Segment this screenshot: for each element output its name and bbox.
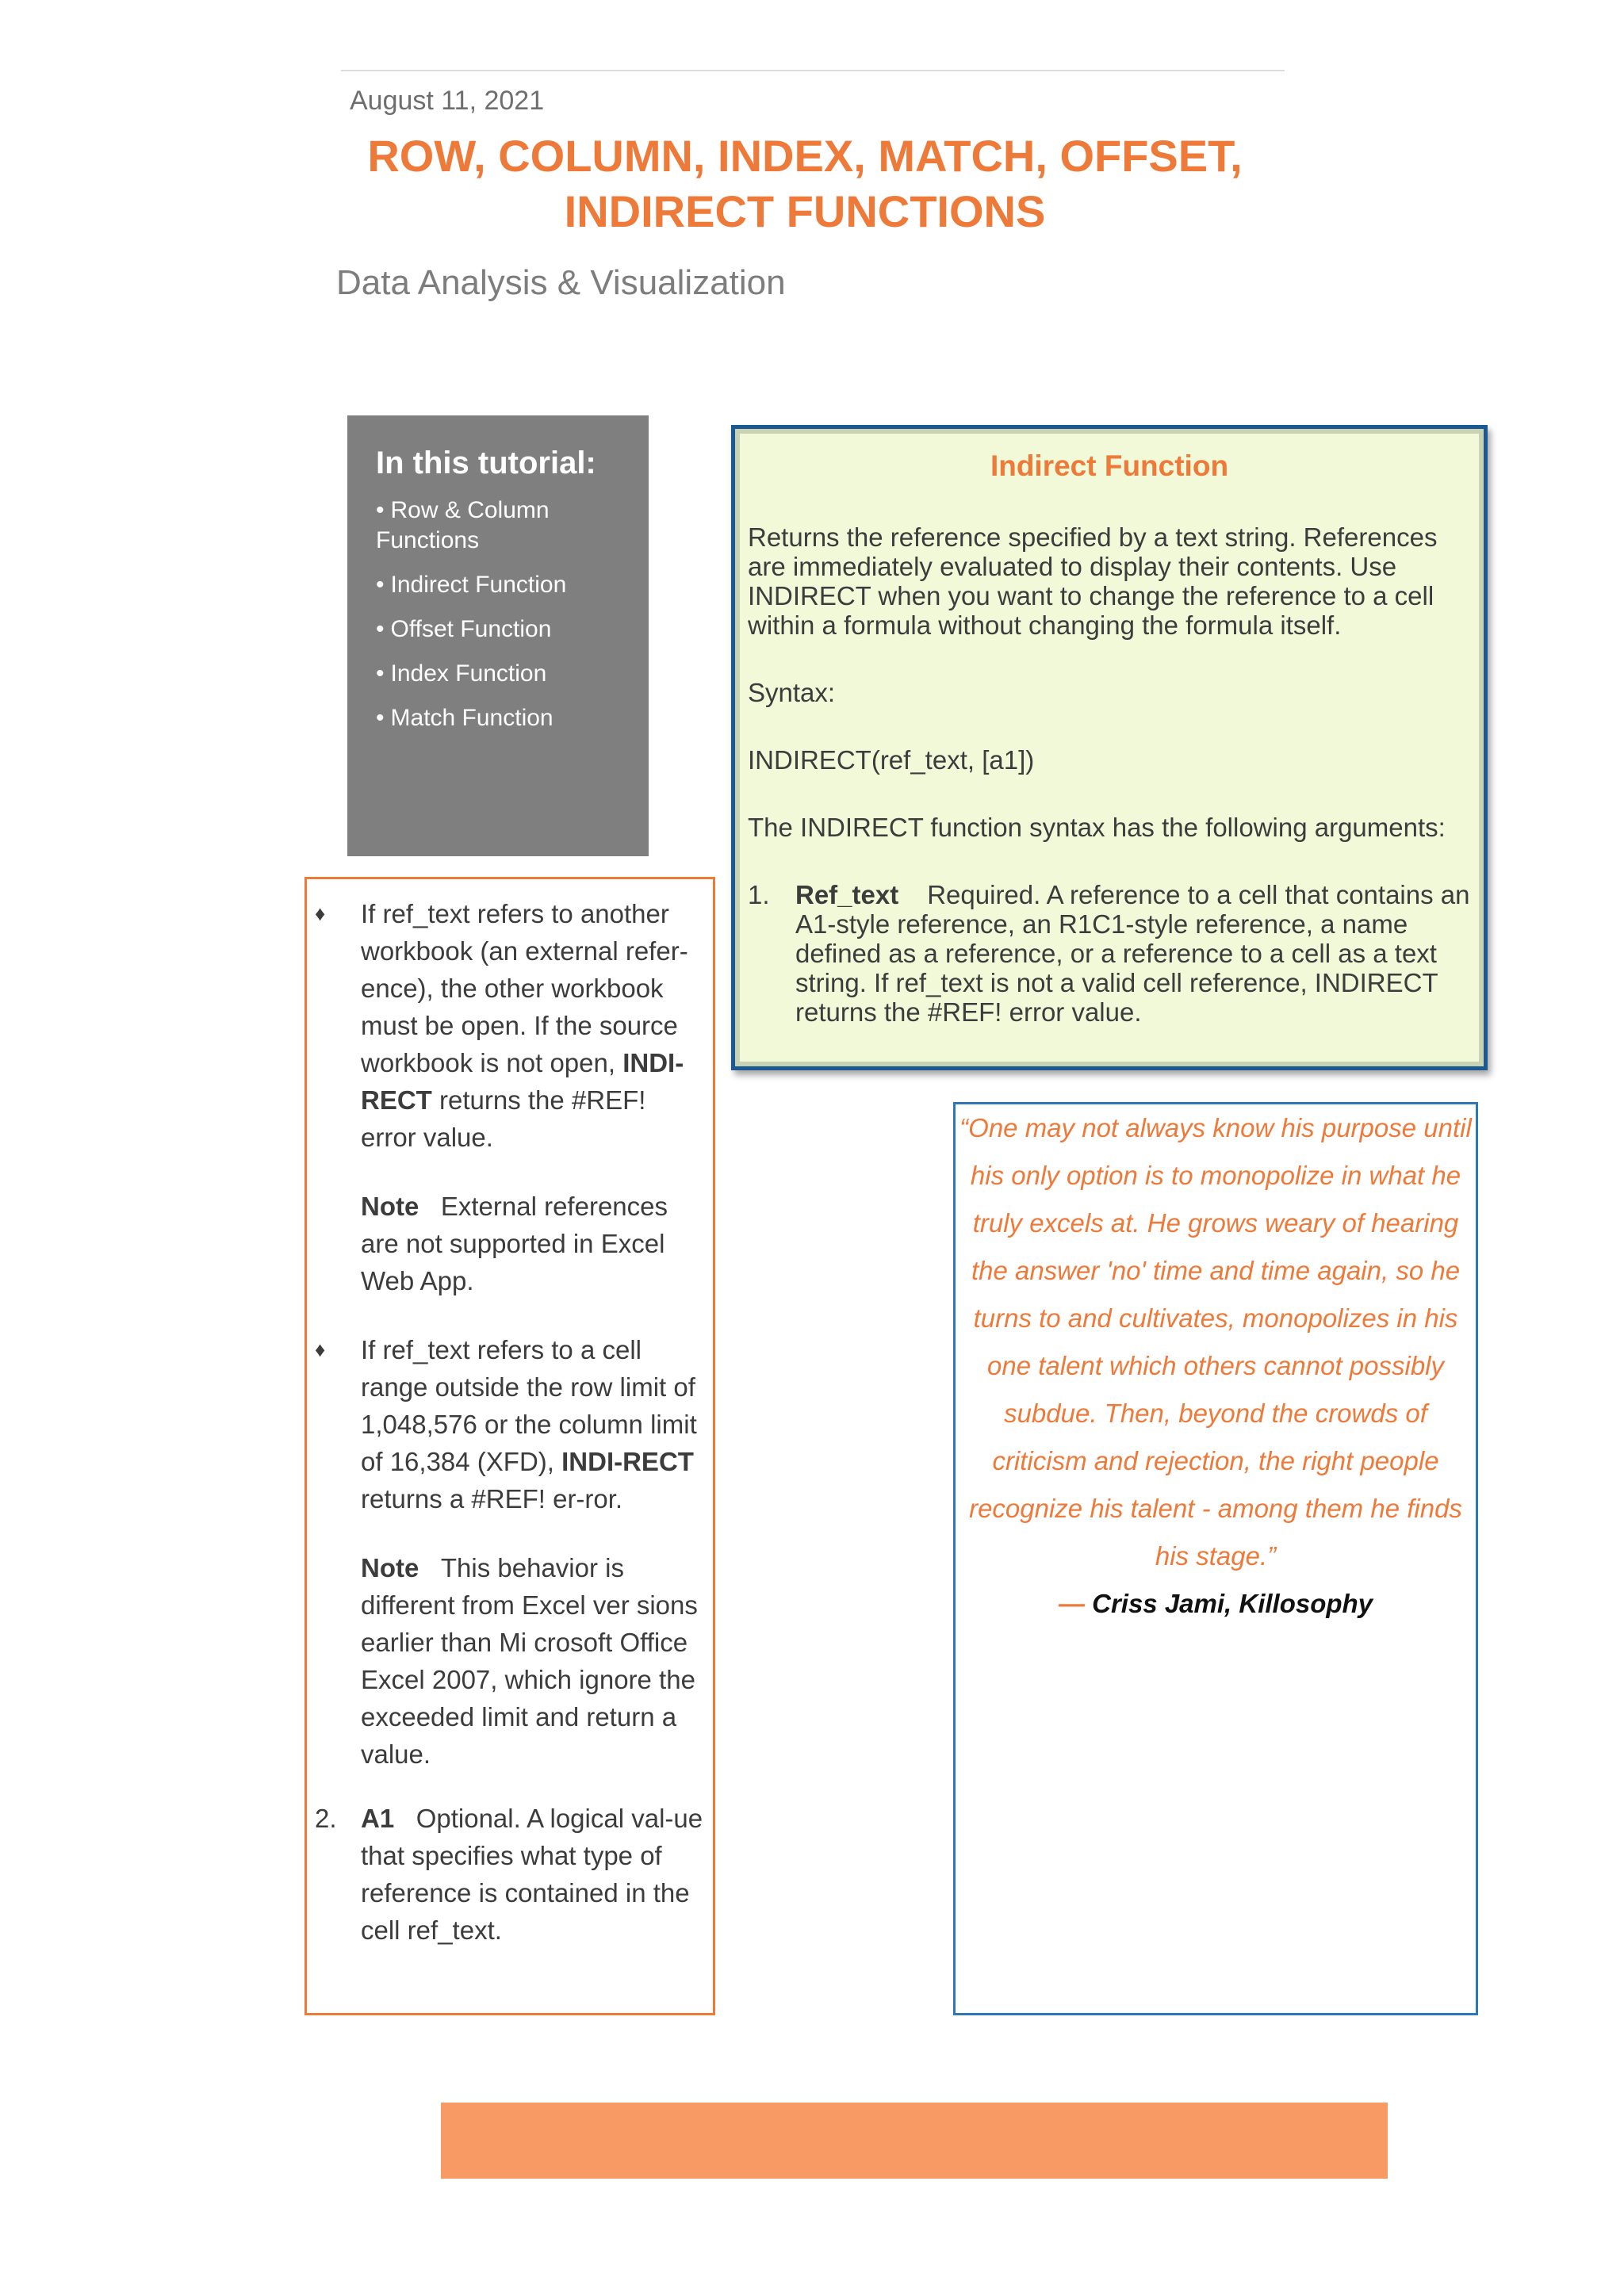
bullet-icon: • bbox=[376, 705, 385, 731]
indirect-box-title: Indirect Function bbox=[990, 450, 1229, 482]
quote-text: “One may not always know his purpose until his only option is to monopolize in what he truly excels at. He grows weary of hearing the answer 'no' time and time again, so he turns to and cultivates, monopolizes in his one talent which others cannot possibly subdue. Then, beyond the crowds of criticism and rejection, the right people recognize his talent - among them he finds his stage.” bbox=[959, 1113, 1472, 1571]
remarks-box bbox=[304, 877, 715, 2015]
syntax-label: Syntax: bbox=[748, 678, 836, 707]
title-line-2: INDIRECT FUNCTIONS bbox=[564, 186, 1046, 236]
toc-heading: In this tutorial: bbox=[376, 446, 596, 480]
quote-box bbox=[953, 1102, 1478, 2015]
argument-name: Ref_text bbox=[795, 880, 899, 909]
title-line-1: ROW, COLUMN, INDEX, MATCH, OFFSET, bbox=[367, 131, 1243, 181]
argument-a1: 2. A1 Optional. A logical val-ue that specifies what type of reference is contained in the cell ref_text. bbox=[315, 1800, 703, 1949]
indirect-function-box bbox=[731, 425, 1488, 1070]
note-label: Note bbox=[361, 1553, 419, 1582]
note-label: Note bbox=[361, 1192, 419, 1221]
tutorial-contents bbox=[347, 415, 649, 856]
bullet-icon: • bbox=[376, 497, 385, 523]
syntax-text: INDIRECT(ref_text, [a1]) bbox=[748, 745, 1035, 775]
list-item: ♦ If ref_text refers to a cell range outside the row limit of 1,048,576 or the column limit of 16,384 (XFD), INDI-RECT returns a #REF! er-ror. bbox=[315, 1331, 703, 1517]
argument-description: Required. A reference to a cell that contains an A1-style reference, an R1C1-style reference, a name defined as a reference, or a reference to a cell as a text string. If ref_text is not a valid cell reference, INDIRECT returns the #REF! error value. bbox=[795, 880, 1470, 1027]
note: Note This behavior is different from Excel ver sions earlier than Mi crosoft Office Excel 2007, which ignore the exceeded limit and return a value. bbox=[361, 1553, 698, 1769]
toc-item[interactable]: • Row & Column Functions bbox=[376, 497, 550, 553]
diamond-bullet-icon: ♦ bbox=[315, 901, 326, 925]
toc-item[interactable]: • Match Function bbox=[376, 705, 553, 731]
list-item: ♦ If ref_text refers to another workbook (an external refer-ence), the other workbook must be open. If the source workbook is not open, INDI-RECT returns the #REF! error value. bbox=[315, 895, 703, 1156]
argument-number: 1. bbox=[748, 880, 770, 909]
toc-item[interactable]: • Index Function bbox=[376, 660, 547, 687]
toc-item[interactable]: • Offset Function bbox=[376, 616, 552, 642]
quote-author: ― Criss Jami, Killosophy bbox=[1058, 1589, 1373, 1618]
bullet-icon: • bbox=[376, 572, 385, 598]
date: August 11, 2021 bbox=[350, 86, 545, 116]
argument-number: 2. bbox=[315, 1804, 337, 1833]
indirect-description: Returns the reference specified by a text string. References are immediately evaluated to display their contents. Use INDIRECT when you want to change the reference to a cell within a formula without changing the formula itself. bbox=[748, 522, 1438, 640]
footer-bar bbox=[441, 2103, 1388, 2179]
bullet-icon: • bbox=[376, 616, 385, 642]
note: Note External references are not supported in Excel Web App. bbox=[361, 1192, 668, 1295]
top-divider bbox=[341, 70, 1285, 71]
page-title bbox=[301, 128, 1308, 239]
arguments-intro: The INDIRECT function syntax has the following arguments: bbox=[748, 813, 1446, 842]
bullet-icon: • bbox=[376, 660, 385, 687]
toc-item[interactable]: • Indirect Function bbox=[376, 572, 567, 598]
page-subtitle: Data Analysis & Visualization bbox=[336, 263, 786, 302]
argument-ref-text bbox=[748, 880, 1471, 1027]
dash-icon: ― bbox=[1058, 1589, 1085, 1618]
argument-name: A1 bbox=[361, 1804, 395, 1833]
diamond-bullet-icon: ♦ bbox=[315, 1337, 326, 1361]
